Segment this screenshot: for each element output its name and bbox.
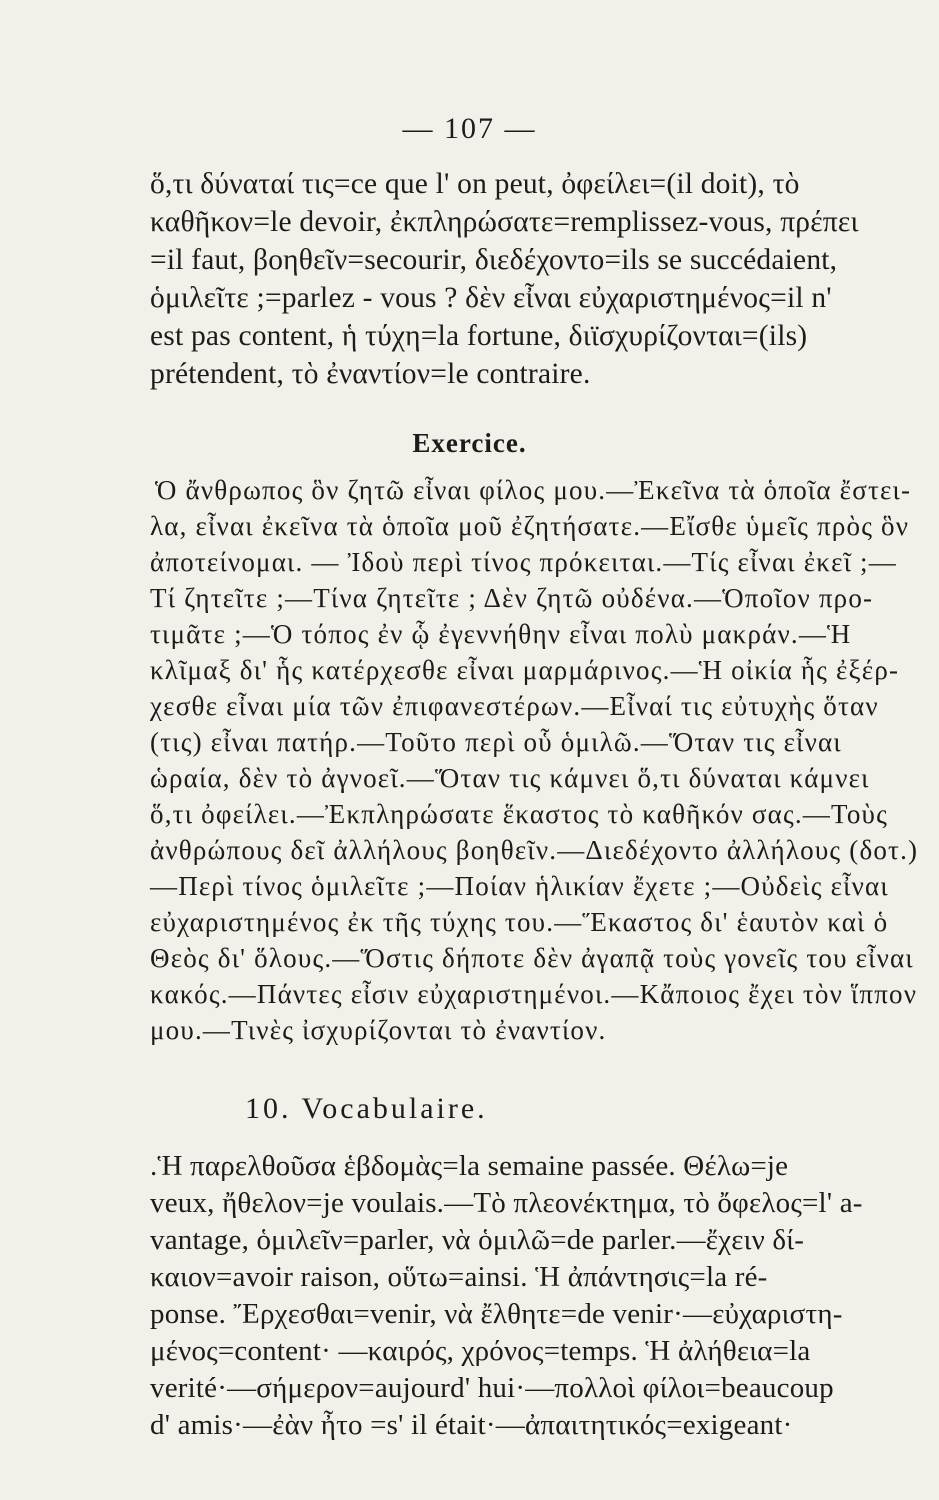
text-line: verité·—σήμερον=aujourd' hui·—πολλοὶ φίλοι=beaucoup <box>150 1372 834 1404</box>
text-line: λα, εἶναι ἐκεῖνα τὰ ὁποῖα μοῦ ἐζητήσατε.—Εἴσθε ὑμεῖς πρὸς ὃν <box>150 511 910 541</box>
text-line: κακός.—Πάντες εἶσιν εὐχαριστημένοι.—Κἄποιος ἔχει τὸν ἵππον <box>150 979 918 1009</box>
text-line: d' amis·—ἐὰν ἦτο =s' il était·—ἀπαιτητικός=exigeant· <box>150 1409 793 1441</box>
text-line: .Ἡ παρελθοῦσα ἑβδομὰς=la semaine passée. Θέλω=je <box>150 1150 789 1182</box>
text-line: ponse. Ἔρχεσθαι=venir, νὰ ἔλθητε=de venir·—εὐχαριστη- <box>150 1298 843 1330</box>
text-line: Ὁ ἄνθρωπος ὃν ζητῶ εἶναι φίλος μου.—Ἐκεῖνα τὰ ὁποῖα ἔστει- <box>155 475 912 505</box>
text-line: κλῖμαξ δι' ἧς κατέρχεσθε εἶναι μαρμάρινος.—Ἡ οἰκία ἧς ἐξέρ- <box>150 655 900 685</box>
text-line: μένος=content· —καιρός, χρόνος=temps. Ἡ ἀλήθεια=la <box>150 1335 811 1367</box>
text-line: ὅ,τι ὀφείλει.—Ἐκπληρώσατε ἕκαστος τὸ καθῆκόν σας.—Τοὺς <box>150 799 889 829</box>
text-line: (τις) εἶναι πατήρ.—Τοῦτο περὶ οὗ ὁμιλῶ.—Ὅταν τις εἶναι <box>150 727 842 757</box>
text-line: χεσθε εἶναι μία τῶν ἐπιφανεστέρων.—Εἶναί τις εὐτυχὴς ὅταν <box>150 691 879 721</box>
exercise-heading: Exercice. <box>412 428 527 458</box>
text-line: ἀποτείνομαι. — Ἰδοὺ περὶ τίνος πρόκειται.—Τίς εἶναι ἐκεῖ ;— <box>150 547 897 577</box>
text-line: Τί ζητεῖτε ;—Τίνα ζητεῖτε ; Δὲν ζητῶ οὐδένα.—Ὁποῖον προ- <box>150 583 874 613</box>
vocabulary-section-title: 10. Vocabulaire. <box>245 1092 488 1125</box>
text-line: vantage, ὁμιλεῖν=parler, νὰ ὁμιλῶ=de parler.—ἔχειν δί- <box>150 1224 805 1256</box>
text-line: καιον=avoir raison, οὕτω=ainsi. Ἡ ἀπάντησις=la ré- <box>150 1261 768 1293</box>
text-line: εὐχαριστημένος ἐκ τῆς τύχης του.—Ἕκαστος δι' ἑαυτὸν καὶ ὁ <box>150 907 889 937</box>
text-line: τιμᾶτε ;—Ὁ τόπος ἐν ᾧ ἐγεννήθην εἶναι πολὺ μακράν.—Ἡ <box>150 619 852 649</box>
text-line: ὁμιλεῖτε ;=parlez - vous ? δὲν εἶναι εὐχαριστημένος=il n' <box>150 282 832 314</box>
text-line: ὅ,τι δύναταί τις=ce que l' on peut, ὀφείλει=(il doit), τὸ <box>150 168 800 200</box>
text-line: —Περὶ τίνος ὁμιλεῖτε ;—Ποίαν ἡλικίαν ἔχετε ;—Οὐδεὶς εἶναι <box>150 871 889 901</box>
text-line: Θεὸς δι' ὅλους.—Ὅστις δήποτε δὲν ἀγαπᾷ τοὺς γονεῖς του εἶναι <box>150 943 914 973</box>
text-line: veux, ἤθελον=je voulais.—Τὸ πλεονέκτημα, τὸ ὄφελος=l' a- <box>150 1187 863 1219</box>
text-line: =il faut, βοηθεῖν=secourir, διεδέχοντο=ils se succédaient, <box>150 244 838 276</box>
text-line: ἀνθρώπους δεῖ ἀλλήλους βοηθεῖν.—Διεδέχοντο ἀλλήλους (δοτ.) <box>150 835 919 865</box>
text-line: prétendent, τὸ ἐναντίον=le contraire. <box>150 358 591 390</box>
text-line: καθῆκον=le devoir, ἐκπληρώσατε=remplissez-vous, πρέπει <box>150 206 859 238</box>
text-line: μου.—Τινὲς ἰσχυρίζονται τὸ ἐναντίον. <box>150 1015 607 1045</box>
page-number: — 107 — <box>402 112 537 145</box>
text-line: ὡραία, δὲν τὸ ἀγνοεῖ.—Ὅταν τις κάμνει ὅ,τι δύναται κάμνει <box>150 763 870 793</box>
text-line: est pas content, ἡ τύχη=la fortune, διϊσχυρίζονται=(ils) <box>150 320 808 352</box>
